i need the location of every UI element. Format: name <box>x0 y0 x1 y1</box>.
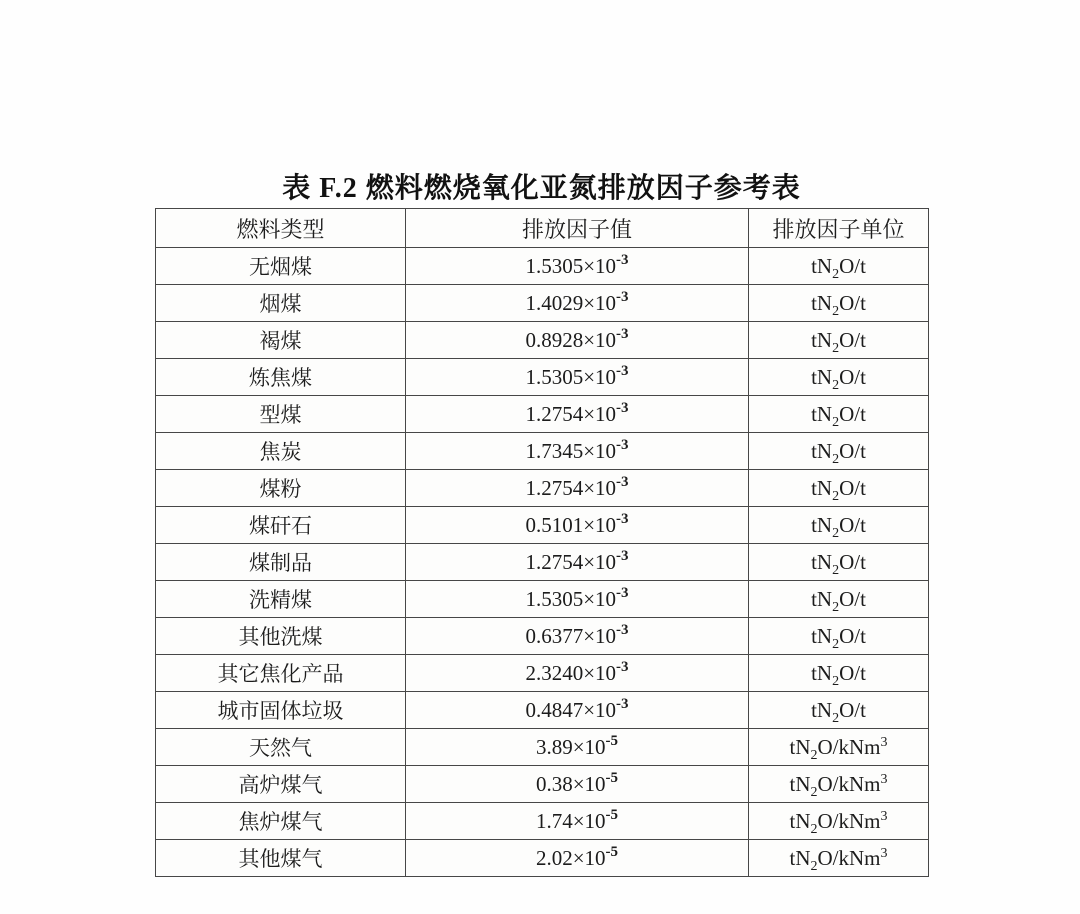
fuel-type-cell: 型煤 <box>156 396 406 433</box>
exponent-superscript: -3 <box>616 584 629 601</box>
table-row <box>156 507 929 544</box>
exponent-superscript: -3 <box>616 547 629 564</box>
table-body <box>156 248 929 877</box>
emission-factor-unit-cell: $tN_2O/t$ <box>749 581 929 618</box>
fuel-type-cell: 天然气 <box>156 729 406 766</box>
emission-factor-value-cell: $1.2754\times 10^{-3}$ <box>406 544 749 581</box>
table-row <box>156 581 929 618</box>
unit-superscript: 3 <box>880 808 888 824</box>
unit-subscript: 2 <box>832 488 840 504</box>
exponent-superscript: -5 <box>605 843 619 860</box>
fuel-type-cell: 其它焦化产品 <box>156 655 406 692</box>
unit-subscript: 2 <box>810 747 818 763</box>
exponent-superscript: -3 <box>616 658 629 675</box>
emission-factor-value-cell: $0.4847\times 10^{-3}$ <box>406 692 749 729</box>
table-row <box>156 248 929 285</box>
emission-factor-value-cell: $0.6377\times 10^{-3}$ <box>406 618 749 655</box>
emission-factor-value-cell: $2.3240\times 10^{-3}$ <box>406 655 749 692</box>
table-row <box>156 803 929 840</box>
unit-subscript: 2 <box>832 525 840 541</box>
emission-factor-value-cell: $2.02\times 10^{-5}$ <box>406 840 749 877</box>
unit-subscript: 2 <box>832 266 840 282</box>
unit-subscript: 2 <box>832 673 840 689</box>
emission-factor-value-cell: $1.4029\times 10^{-3}$ <box>406 285 749 322</box>
emission-factor-unit-cell: $tN_2O/t$ <box>749 544 929 581</box>
fuel-type-cell: 炼焦煤 <box>156 359 406 396</box>
emission-factor-unit-cell: $tN_2O/t$ <box>749 507 929 544</box>
fuel-type-cell: 焦炭 <box>156 433 406 470</box>
unit-subscript: 2 <box>810 784 818 800</box>
emission-factor-value-cell: $0.8928\times 10^{-3}$ <box>406 322 749 359</box>
exponent-superscript: -5 <box>605 806 619 823</box>
emission-factor-unit-cell: $tN_2O/t$ <box>749 359 929 396</box>
fuel-type-cell: 城市固体垃圾 <box>156 692 406 729</box>
table-row <box>156 359 929 396</box>
table-row <box>156 285 929 322</box>
fuel-type-cell: 煤矸石 <box>156 507 406 544</box>
fuel-type-cell: 焦炉煤气 <box>156 803 406 840</box>
table-row <box>156 396 929 433</box>
exponent-superscript: -3 <box>616 362 629 379</box>
table-row <box>156 618 929 655</box>
emission-factor-value-cell: $1.5305\times 10^{-3}$ <box>406 248 749 285</box>
exponent-superscript: -3 <box>616 436 629 453</box>
emission-factor-unit-cell: $tN_2O/t$ <box>749 433 929 470</box>
table-row <box>156 729 929 766</box>
unit-superscript: 3 <box>880 734 888 750</box>
table-row <box>156 840 929 877</box>
emission-factor-unit-cell: $tN_2O/t$ <box>749 692 929 729</box>
header-emission-factor-value: 排放因子值 <box>406 209 749 248</box>
exponent-superscript: -3 <box>616 621 629 638</box>
emission-factor-unit-cell: $tN_2O/t$ <box>749 248 929 285</box>
emission-factor-unit-cell: $tN_2O/t$ <box>749 285 929 322</box>
unit-subscript: 2 <box>832 340 840 356</box>
table-title: 表 F.2 燃料燃烧氧化亚氮排放因子参考表 <box>282 173 801 204</box>
emission-factor-value-cell: $0.38\times 10^{-5}$ <box>406 766 749 803</box>
unit-subscript: 2 <box>832 710 840 726</box>
unit-subscript: 2 <box>832 414 840 430</box>
emission-factor-value-cell: $1.5305\times 10^{-3}$ <box>406 581 749 618</box>
fuel-type-cell: 无烟煤 <box>156 248 406 285</box>
table-row <box>156 322 929 359</box>
table-row <box>156 655 929 692</box>
exponent-superscript: -3 <box>616 399 629 416</box>
fuel-type-cell: 褐煤 <box>156 322 406 359</box>
unit-subscript: 2 <box>832 562 840 578</box>
emission-factor-unit-cell: $tN_2O/kNm^3$ <box>749 840 929 877</box>
unit-subscript: 2 <box>810 821 818 837</box>
table-header-row <box>156 209 929 248</box>
emission-factor-unit-cell: $tN_2O/t$ <box>749 396 929 433</box>
fuel-type-cell: 其他煤气 <box>156 840 406 877</box>
header-emission-factor-unit: 排放因子单位 <box>749 209 929 248</box>
emission-factor-unit-cell: $tN_2O/kNm^3$ <box>749 729 929 766</box>
fuel-type-cell: 其他洗煤 <box>156 618 406 655</box>
unit-superscript: 3 <box>880 845 888 861</box>
unit-subscript: 2 <box>832 451 840 467</box>
table-row <box>156 470 929 507</box>
fuel-type-cell: 高炉煤气 <box>156 766 406 803</box>
emission-factor-unit-cell: $tN_2O/t$ <box>749 322 929 359</box>
exponent-superscript: -3 <box>616 695 629 712</box>
unit-subscript: 2 <box>832 303 840 319</box>
table-row <box>156 766 929 803</box>
fuel-type-cell: 煤制品 <box>156 544 406 581</box>
emission-factor-value-cell: $0.5101\times 10^{-3}$ <box>406 507 749 544</box>
table-row <box>156 544 929 581</box>
emission-factor-value-cell: $3.89\times 10^{-5}$ <box>406 729 749 766</box>
header-fuel-type: 燃料类型 <box>156 209 406 248</box>
emission-factor-value-cell: $1.7345\times 10^{-3}$ <box>406 433 749 470</box>
exponent-superscript: -5 <box>605 769 619 786</box>
emission-factor-unit-cell: $tN_2O/kNm^3$ <box>749 803 929 840</box>
emission-factor-unit-cell: $tN_2O/t$ <box>749 655 929 692</box>
table-row <box>156 692 929 729</box>
exponent-superscript: -3 <box>616 288 629 305</box>
exponent-superscript: -3 <box>616 251 629 268</box>
emission-factor-value-cell: $1.2754\times 10^{-3}$ <box>406 396 749 433</box>
table-row <box>156 433 929 470</box>
unit-subscript: 2 <box>832 636 840 652</box>
emission-factor-table <box>155 208 929 877</box>
fuel-type-cell: 烟煤 <box>156 285 406 322</box>
emission-factor-unit-cell: $tN_2O/t$ <box>749 618 929 655</box>
exponent-superscript: -3 <box>616 510 629 527</box>
fuel-type-cell: 煤粉 <box>156 470 406 507</box>
exponent-superscript: -5 <box>605 732 619 749</box>
emission-factor-value-cell: $1.2754\times 10^{-3}$ <box>406 470 749 507</box>
unit-subscript: 2 <box>832 377 840 393</box>
unit-subscript: 2 <box>832 599 840 615</box>
exponent-superscript: -3 <box>616 473 629 490</box>
unit-subscript: 2 <box>810 858 818 874</box>
emission-factor-unit-cell: $tN_2O/kNm^3$ <box>749 766 929 803</box>
fuel-type-cell: 洗精煤 <box>156 581 406 618</box>
emission-factor-unit-cell: $tN_2O/t$ <box>749 470 929 507</box>
unit-superscript: 3 <box>880 771 888 787</box>
emission-factor-value-cell: $1.5305\times 10^{-3}$ <box>406 359 749 396</box>
emission-factor-value-cell: $1.74\times 10^{-5}$ <box>406 803 749 840</box>
exponent-superscript: -3 <box>616 325 629 342</box>
